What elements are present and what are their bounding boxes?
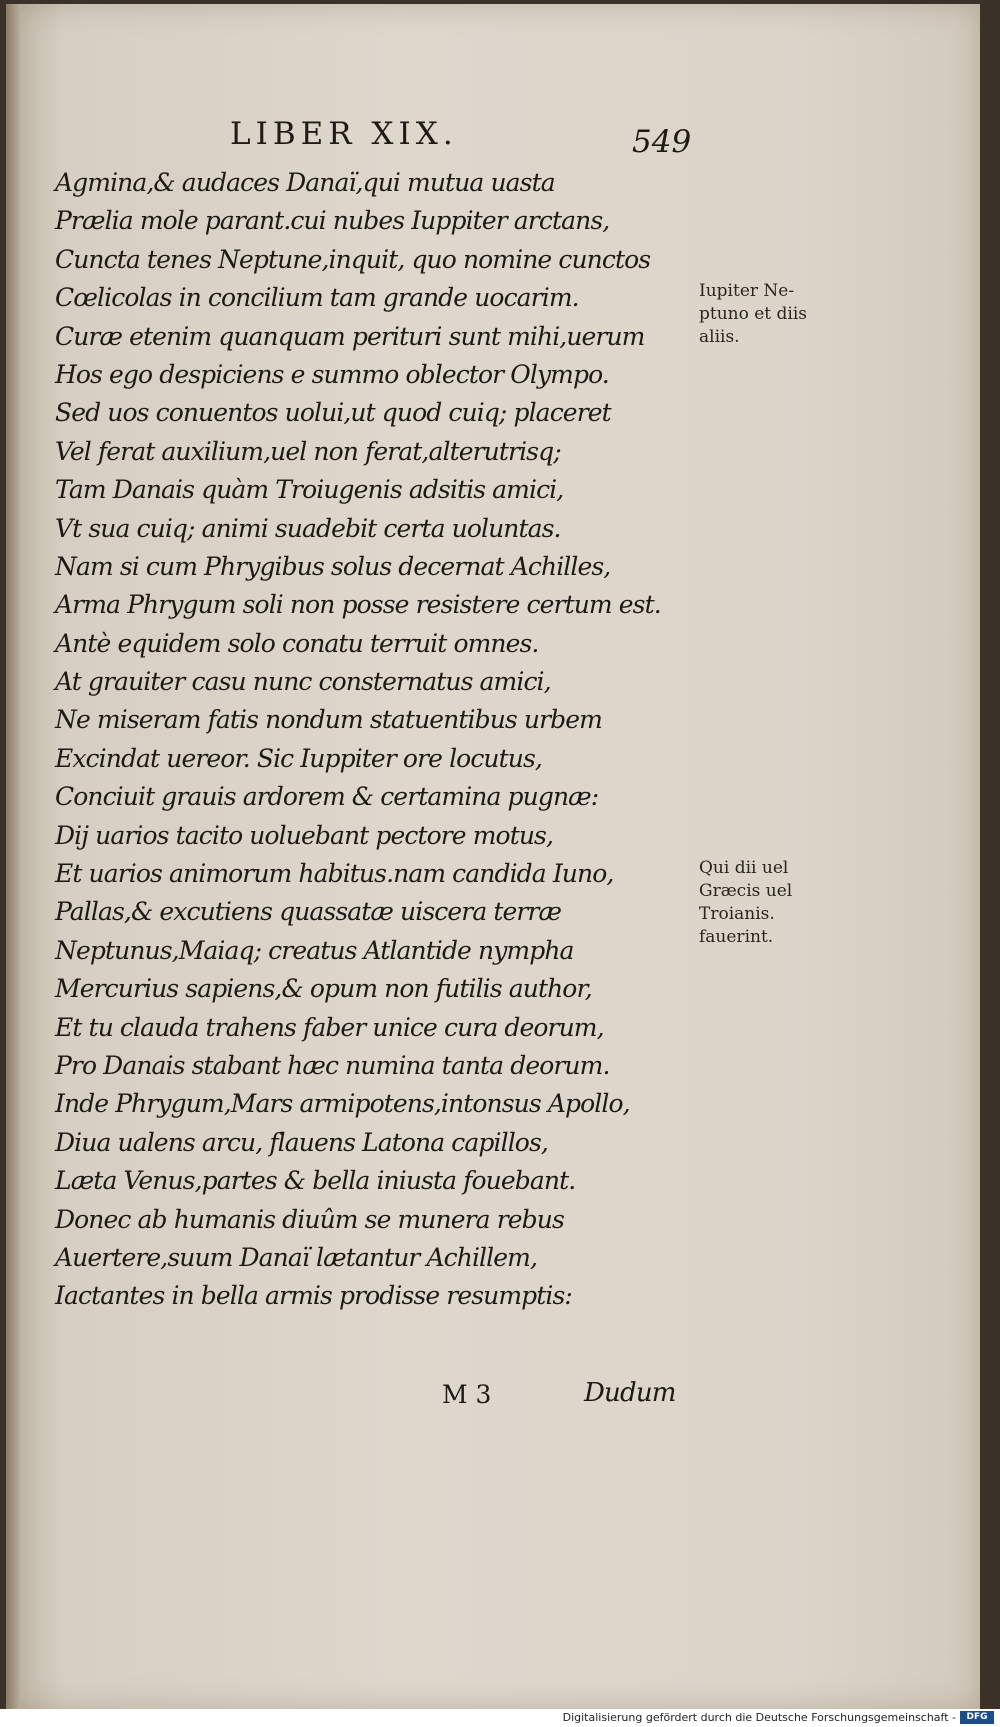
verse-line: At grauiter casu nunc consternatus amici, [55,667,551,697]
marginal-note-line: Græcis uel [699,881,793,901]
verse-line: Excindat uereor. Sic Iuppiter ore locutus, [55,743,542,773]
verse-block [55,164,695,1316]
verse-line: Conciuit grauis ardorem & certamina pugnæ: [55,782,599,812]
marginal-note-line: ptuno et diis [699,304,808,324]
page-number: 549 [632,124,692,160]
marginal-note-line: Troianis. [699,904,775,924]
verse-line: Mercurius sapiens,& opum non futilis author, [55,974,592,1004]
signature-mark: M 3 [442,1380,492,1409]
verse-line: Pro Danais stabant hæc numina tanta deorum. [55,1050,610,1080]
verse-line: Vt sua cuiq; animi suadebit certa uoluntas. [55,513,561,543]
marginal-note-line: fauerint. [699,927,774,947]
running-head: LIBER XIX. [230,116,458,152]
verse-line: Antè equidem solo conatu terruit omnes. [55,628,539,658]
verse-line: Hos ego despiciens e summo oblector Olympo. [55,359,609,389]
verse-line: Læta Venus,partes & bella iniusta fouebant. [55,1166,576,1196]
marginal-note-line: Iupiter Ne- [699,281,795,301]
verse-line: Inde Phrygum,Mars armipotens,intonsus Apollo, [55,1089,630,1119]
verse-line: Cœlicolas in concilium tam grande uocarim. [55,283,579,313]
verse-line: Agmina,& audaces Danaï,qui mutua uasta [55,168,555,197]
verse-line: Pallas,& excutiens quassatæ uiscera terræ [55,897,562,927]
verse-line: Et tu clauda trahens faber unice cura deorum, [55,1012,604,1042]
dfg-logo: DFG [960,1711,994,1724]
verse-line: Sed uos conuentos uolui,ut quod cuiq; placeret [55,398,611,428]
verse-line: Cuncta tenes Neptune,inquit, quo nomine cunctos [55,244,651,274]
book-page [6,4,980,1709]
verse-line: Dij uarios tacito uoluebant pectore motus, [55,820,554,850]
verse-line: Neptunus,Maiaq; creatus Atlantide nympha [55,935,574,965]
verse-line: Nam si cum Phrygibus solus decernat Achilles, [55,551,611,581]
verse-line: Vel ferat auxilium,uel non ferat,alterutrisq; [55,436,561,466]
verse-line: Et uarios animorum habitus.nam candida Iuno, [55,859,614,889]
verse-line: Ne miseram fatis nondum statuentibus urbem [55,705,602,735]
verse-line: Prælia mole parant.cui nubes Iuppiter arctans, [55,206,610,236]
verse-line: Diua ualens arcu, flauens Latona capillos, [55,1127,548,1157]
verse-line: Arma Phrygum soli non posse resistere certum est. [55,590,661,620]
verse-line: Donec ab humanis diuûm se munera rebus [55,1204,564,1234]
marginal-note-jupiter [699,280,807,349]
catchword: Dudum [584,1378,676,1408]
marginal-note-line: Qui dii uel [699,858,789,878]
verse-line: Tam Danais quàm Troiugenis adsitis amici, [55,475,564,505]
verse-line: Curæ etenim quanquam perituri sunt mihi,uerum [55,321,645,351]
marginal-note-line: aliis. [699,327,740,347]
page-gutter [6,4,20,1709]
marginal-note-gods [699,857,792,949]
verse-line: Auertere,suum Danaï lætantur Achillem, [55,1242,537,1272]
footer-credit: Digitalisierung gefördert durch die Deutsche Forschungsgemeinschaft - [562,1711,956,1724]
verse-line: Iactantes in bella armis prodisse resumptis: [55,1281,572,1311]
